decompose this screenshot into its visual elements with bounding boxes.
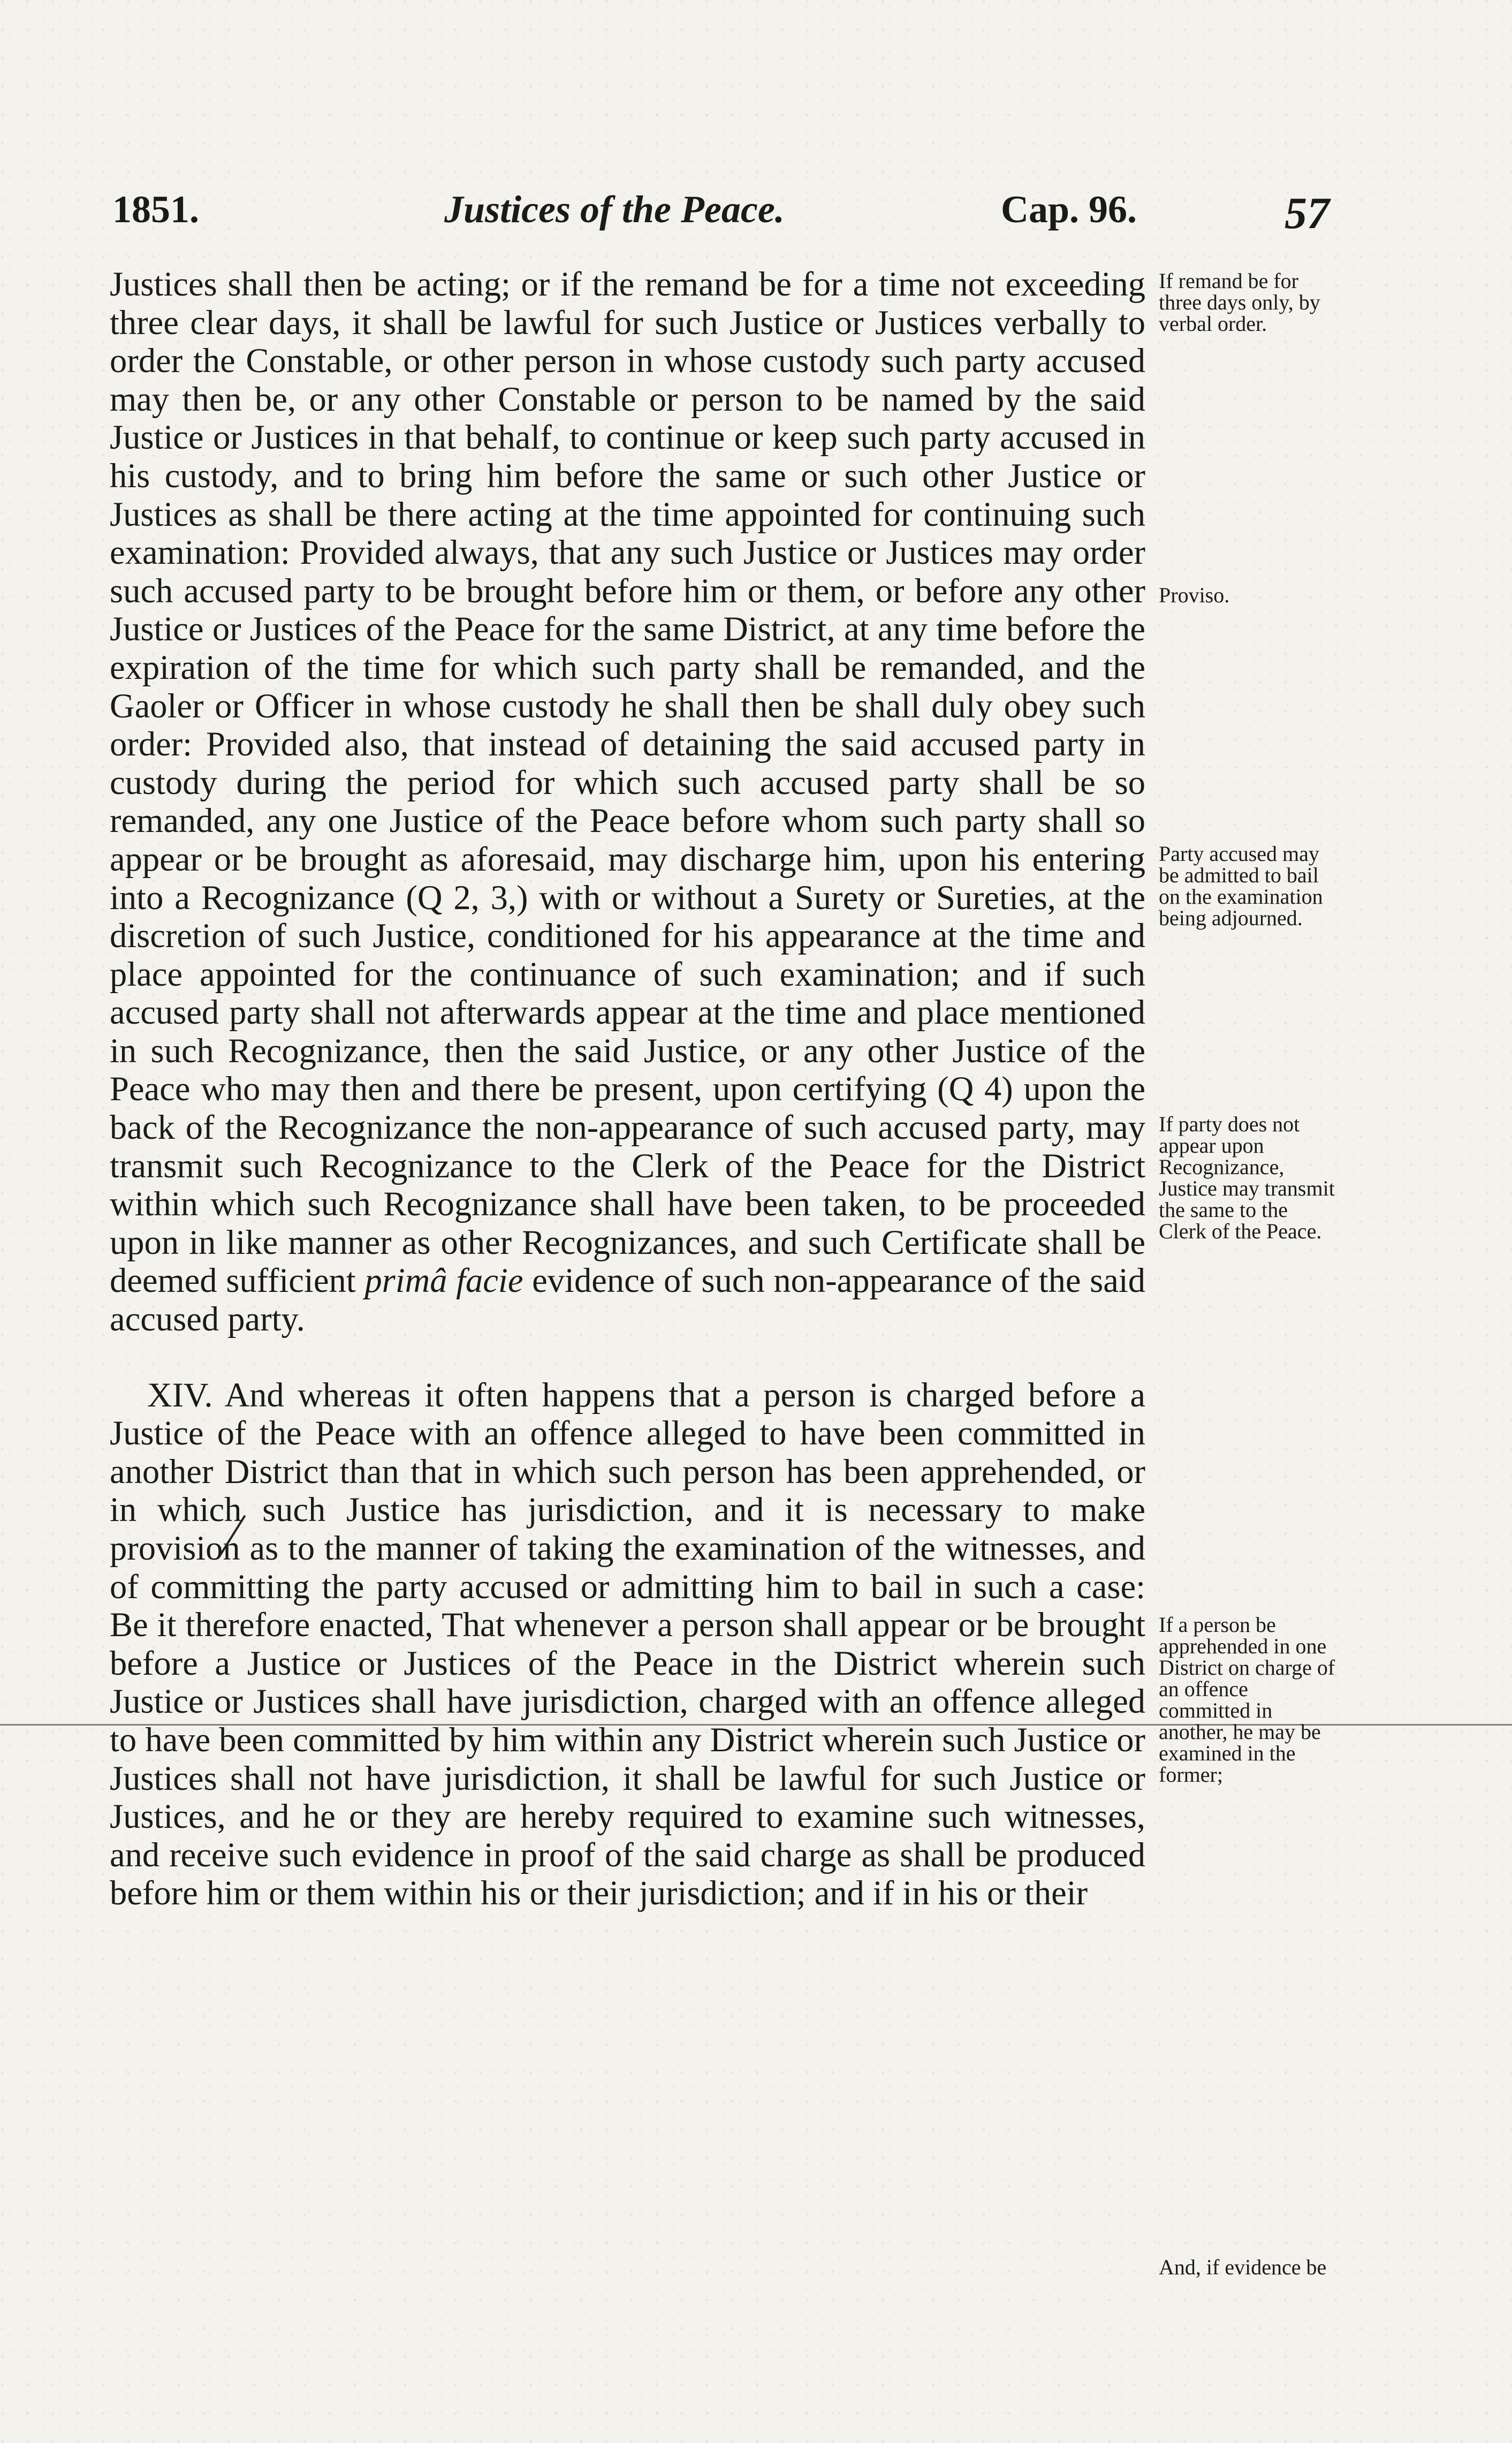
running-header	[112, 187, 1327, 236]
scan-line-artifact	[0, 1724, 1512, 1726]
header-chapter: Cap. 96.	[1001, 188, 1137, 231]
section-number: XIV.	[147, 1375, 213, 1414]
paragraph-1-end: evidence of such non-appearance of the said accused party.	[110, 1261, 1146, 1338]
margin-note-proviso: Proviso.	[1159, 583, 1230, 607]
paragraph-continued	[110, 265, 1145, 1338]
main-text-column	[110, 265, 1145, 1912]
header-year: 1851.	[112, 188, 199, 231]
margin-note-remand: If remand be for three days only, by verbal order.	[1159, 269, 1320, 336]
header-title: Justices of the Peace.	[444, 188, 785, 231]
section-xiv-text: And whereas it often happens that a person is charged before a Justice of the Peace with an offence alleged to have been committed in another District than that in which such person has been apprehended, or in which such Justice has jurisdiction, and it is necessary to make provision as to the manner of taking the examination of the witnesses, and of committing the party accused or admitting him to bail in such a case: Be it therefore enacted, That whenever a person shall appear or be brought before a Justice or Justices of the Peace in the District wherein such Justice or Justices shall have jurisdiction, charged with an offence alleged to have been committed by him within any District wherein such Justice or Justices shall not have jurisdiction, it shall be lawful for such Justice or Justices, and he or they are hereby required to examine such witnesses, and receive such evidence in proof of the said charge as shall be produced before him or them within his or their jurisdiction; and if in his or their	[110, 1375, 1145, 1912]
page-number: 57	[1285, 188, 1329, 238]
margin-note-bail: Party accused may be admitted to bail on the examination being adjourned.	[1159, 842, 1323, 930]
margin-note-other-district: If a person be apprehended in one District on charge of an offence committed in another, he may be examined in the former;	[1159, 1613, 1335, 1787]
paragraph-1-text: Justices shall then be acting; or if the remand be for a time not exceeding three clear days, it shall be lawful for such Justice or Justices verbally to order the Constable, or other person in whose custody such party accused may then be, or any other Constable or person to be named by the said Justice or Justices in that behalf, to continue or keep such party accused in his custody, and to bring him before the same or such other Justice or Justices as shall be there acting at the time appointed for continuing such examination: Provided always, that any such Justice or Justices may order such accused party to be brought before him or them, or before any other Justice or Justices of the Peace for the same District, at any time before the expiration of the time for which such party shall be remanded, and the Gaoler or Officer in whose custody he shall then be shall duly obey such order: Provided also, that instead of detaining the said accused party in custody during the period for which such accused party shall be so remanded, any one Justice of the Peace before whom such party shall so appear or be brought as aforesaid, may discharge him, upon his entering into a Recognizance (Q 2, 3,) with or without a Surety or Sureties, at the discretion of such Justice, conditioned for his appearance at the time and place appointed for the continuance of such examination; and if such accused party shall not afterwards appear at the time and place mentioned in such Recognizance, then the said Justice, or any other Justice of the Peace who may then and there be present, upon certifying (Q 4) upon the back of the Recognizance the non-appearance of such accused party, may transmit such Recognizance to the Clerk of the Peace for the District within which such Recognizance shall have been taken, to be proceeded upon in like manner as other Recognizances, and such Certificate shall be deemed sufficient	[110, 265, 1145, 1300]
italic-phrase: primâ facie	[364, 1261, 523, 1300]
margin-note-evidence: And, if evidence be	[1159, 2255, 1327, 2279]
section-xiv	[110, 1376, 1145, 1912]
margin-note-non-appearance: If party does not appear upon Recognizance, Justice may transmit the same to the Clerk of the Peace.	[1159, 1112, 1335, 1243]
